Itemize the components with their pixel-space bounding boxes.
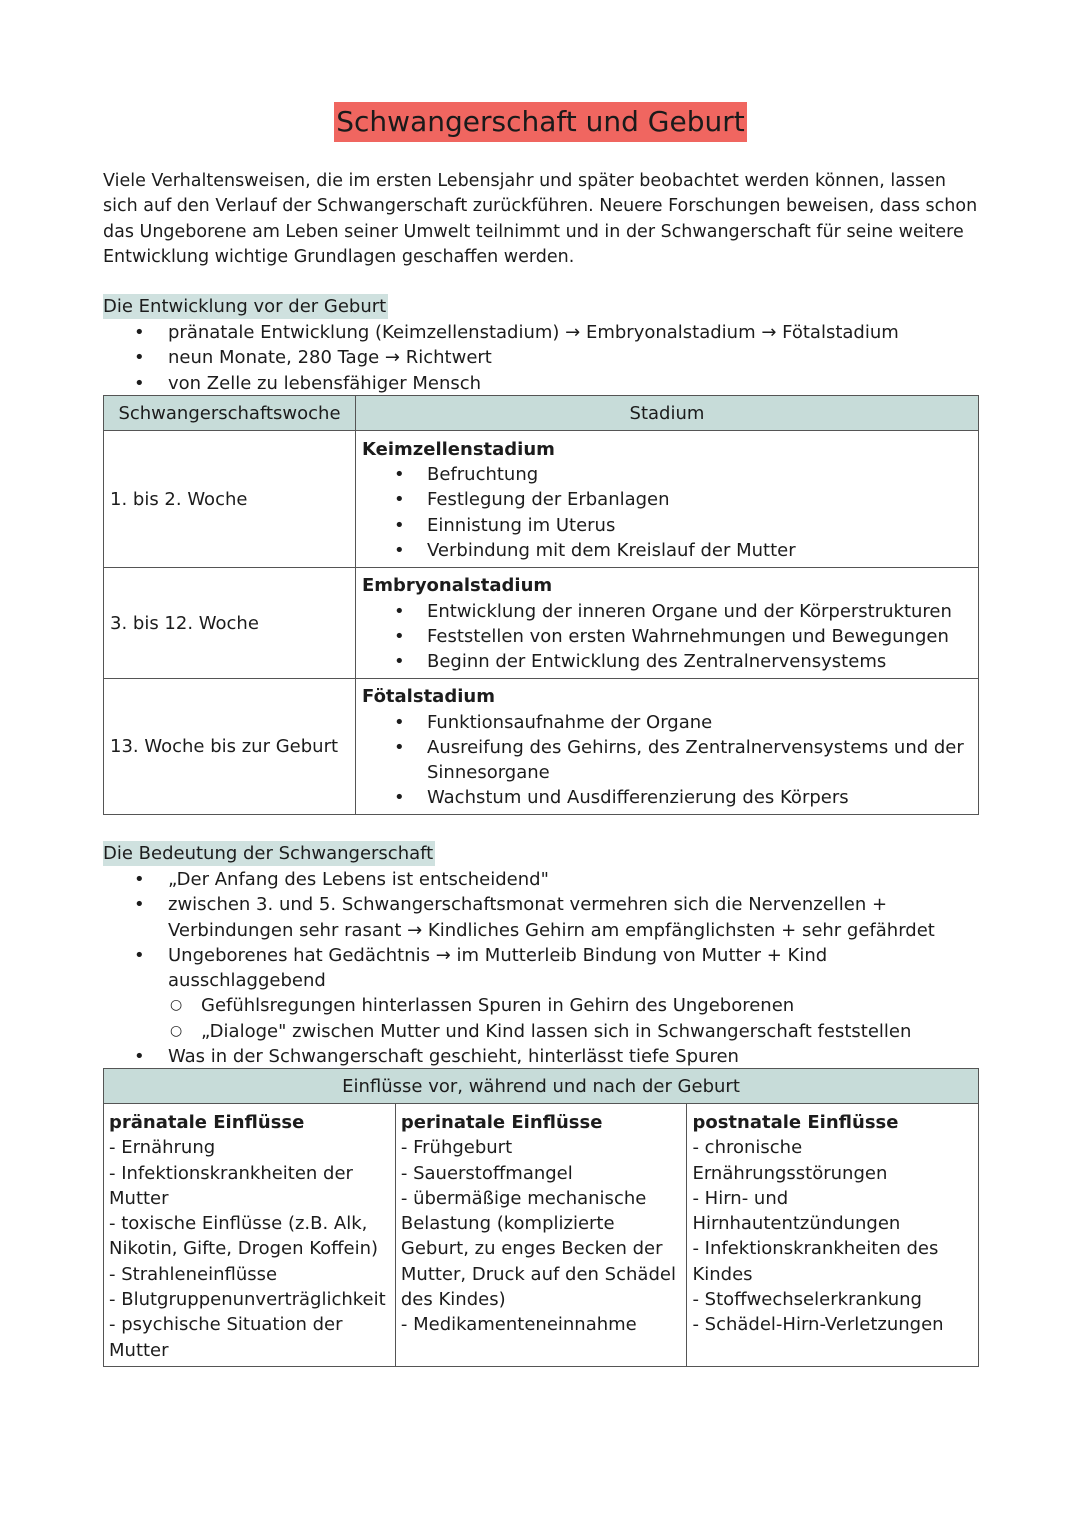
- stage-item-list: [362, 710, 972, 811]
- sub-bullet-list: [168, 993, 978, 1044]
- table-header-row: [104, 1069, 979, 1104]
- list-item-text: Beginn der Entwicklung des Zentralnervensystems: [427, 651, 887, 673]
- list-item: [362, 735, 972, 786]
- list-item: [103, 943, 978, 1044]
- list-item: [362, 487, 972, 512]
- list-item: [103, 892, 978, 943]
- list-item: [362, 710, 972, 735]
- bullet-icon: •: [134, 347, 145, 369]
- bullet-icon: •: [134, 322, 145, 343]
- table-header-influences: Einflüsse vor, während und nach der Geburt: [104, 1069, 979, 1104]
- section-heading-importance: Die Bedeutung der Schwangerschaft: [103, 843, 434, 864]
- stage-cell: [356, 679, 979, 815]
- list-item-text: Gefühlsregungen hinterlassen Spuren in Gehirn des Ungeborenen: [201, 995, 795, 1017]
- list-item-text: Befruchtung: [427, 464, 539, 486]
- list-item-text: von Zelle zu lebensfähiger Mensch: [168, 372, 482, 394]
- prenatal-cell: [104, 1104, 396, 1367]
- bullet-icon: •: [394, 711, 405, 733]
- bullet-icon: •: [134, 1046, 145, 1068]
- list-item-text: Wachstum und Ausdifferenzierung des Körpers: [427, 787, 849, 809]
- column-text: - chronische Ernährungsstörungen - Hirn- und Hirnhautentzündungen - Infektionskrankheiten des Kindes - Stoffwechselerkrankung - Schädel-Hirn-Verletzungen: [692, 1137, 944, 1336]
- intro-paragraph: Viele Verhaltensweisen, die im ersten Lebensjahr und später beobachtet werden können, lassen sich auf den Verlauf der Schwangerschaft zurückführen. Neuere Forschungen beweisen, dass schon das Ungeborene am Leben seiner Umwelt teilnimmt und in der Schwangerschaft für seine weitere Entwicklung wichtige Grundlagen geschaffen werden.: [103, 171, 978, 267]
- list-item-text: Entwicklung der inneren Organe und der Körperstrukturen: [427, 600, 952, 622]
- sub-list-item: [103, 993, 913, 1018]
- table-row: [104, 568, 979, 679]
- week-cell: 3. bis 12. Woche: [104, 568, 356, 679]
- list-item: [362, 538, 972, 563]
- list-item: [362, 462, 972, 487]
- bullet-icon: •: [394, 626, 405, 647]
- column-title: pränatale Einflüsse: [109, 1112, 305, 1133]
- stage-item-list: [362, 599, 972, 675]
- table-row: [104, 1104, 979, 1367]
- section-heading-development: Die Entwicklung vor der Geburt: [103, 296, 387, 317]
- bullet-icon: •: [394, 464, 405, 486]
- list-item-text: „Dialoge" zwischen Mutter und Kind lassen sich in Schwangerschaft feststellen: [201, 1020, 912, 1042]
- list-item-text: Verbindung mit dem Kreislauf der Mutter: [427, 539, 796, 561]
- list-item-text: Ausreifung des Gehirns, des Zentralnervensystems und der Sinnesorgane: [427, 736, 964, 784]
- bullet-icon: •: [394, 539, 405, 561]
- influences-table: [103, 1068, 979, 1367]
- list-item: [103, 345, 978, 370]
- column-title: postnatale Einflüsse: [692, 1112, 899, 1133]
- column-text: - Frühgeburt - Sauerstoffmangel - übermäßige mechanische Belastung (komplizierte Geburt, zu enges Becken der Mutter, Druck auf den Schädel des Kindes) - Medikamenteneinnahme: [400, 1137, 676, 1336]
- stage-name: Embryonalstadium: [362, 575, 553, 597]
- development-bullet-list: [103, 320, 978, 396]
- bullet-icon: •: [394, 514, 405, 536]
- bullet-icon: •: [394, 489, 405, 511]
- list-item: [362, 624, 972, 649]
- bullet-icon: •: [394, 787, 405, 809]
- stage-item-list: [362, 462, 972, 563]
- table-header-stage: Stadium: [356, 396, 979, 431]
- bullet-icon: •: [394, 651, 405, 673]
- stages-table: [103, 395, 979, 815]
- list-item: [362, 513, 972, 538]
- list-item-text: Ungeborenes hat Gedächtnis → im Mutterleib Bindung von Mutter + Kind ausschlaggebend: [168, 944, 828, 992]
- list-item-text: Einnistung im Uterus: [427, 514, 616, 536]
- stage-cell: [356, 568, 979, 679]
- column-title: perinatale Einflüsse: [400, 1112, 603, 1133]
- page-title: Schwangerschaft und Geburt: [334, 102, 746, 142]
- list-item-text: „Der Anfang des Lebens ist entscheidend": [168, 869, 549, 890]
- list-item: [362, 649, 972, 674]
- list-item-text: zwischen 3. und 5. Schwangerschaftsmonat vermehren sich die Nervenzellen + Verbindungen sehr rasant → Kindliches Gehirn am empfänglichsten + sehr gefährdet: [168, 894, 935, 941]
- importance-bullet-list: [103, 867, 978, 1069]
- list-item: [103, 371, 978, 396]
- list-item-text: pränatale Entwicklung (Keimzellenstadium) → Embryonalstadium → Fötalstadium: [168, 322, 899, 343]
- bullet-icon: •: [394, 736, 405, 758]
- list-item: [103, 867, 978, 892]
- list-item-text: Festlegung der Erbanlagen: [427, 489, 670, 511]
- list-item: [362, 599, 972, 624]
- list-item-text: Funktionsaufnahme der Organe: [427, 711, 713, 733]
- week-cell: 1. bis 2. Woche: [104, 431, 356, 568]
- stage-cell: [356, 431, 979, 568]
- list-item-text: Feststellen von ersten Wahrnehmungen und Bewegungen: [427, 626, 949, 647]
- bullet-icon: •: [134, 944, 145, 966]
- sub-list-item: [103, 1019, 913, 1044]
- stage-name: Keimzellenstadium: [362, 438, 555, 460]
- week-cell: 13. Woche bis zur Geburt: [104, 679, 356, 815]
- perinatal-cell: [395, 1104, 687, 1367]
- circle-bullet-icon: ○: [170, 997, 183, 1014]
- circle-bullet-icon: ○: [170, 1022, 183, 1039]
- list-item: [103, 320, 978, 345]
- list-item-text: neun Monate, 280 Tage → Richtwert: [168, 347, 492, 369]
- postnatal-cell: [687, 1104, 979, 1367]
- stage-name: Fötalstadium: [362, 686, 495, 708]
- list-item: [362, 785, 972, 810]
- bullet-icon: •: [394, 600, 405, 622]
- bullet-icon: •: [134, 894, 145, 916]
- list-item: [103, 1044, 978, 1069]
- table-header-week: Schwangerschaftswoche: [104, 396, 356, 431]
- table-row: [104, 679, 979, 815]
- table-row: [104, 431, 979, 568]
- list-item-text: Was in der Schwangerschaft geschieht, hinterlässt tiefe Spuren: [168, 1046, 739, 1068]
- bullet-icon: •: [134, 372, 145, 394]
- table-header-row: [104, 396, 979, 431]
- title-wrapper: [103, 102, 978, 142]
- bullet-icon: •: [134, 869, 145, 890]
- column-text: - Ernährung - Infektionskrankheiten der Mutter - toxische Einflüsse (z.B. Alk, Nikotin, Gifte, Drogen Koffein) - Strahleneinflüsse - Blutgruppenunverträglichkeit - psychische Situation der Mutter: [109, 1137, 386, 1361]
